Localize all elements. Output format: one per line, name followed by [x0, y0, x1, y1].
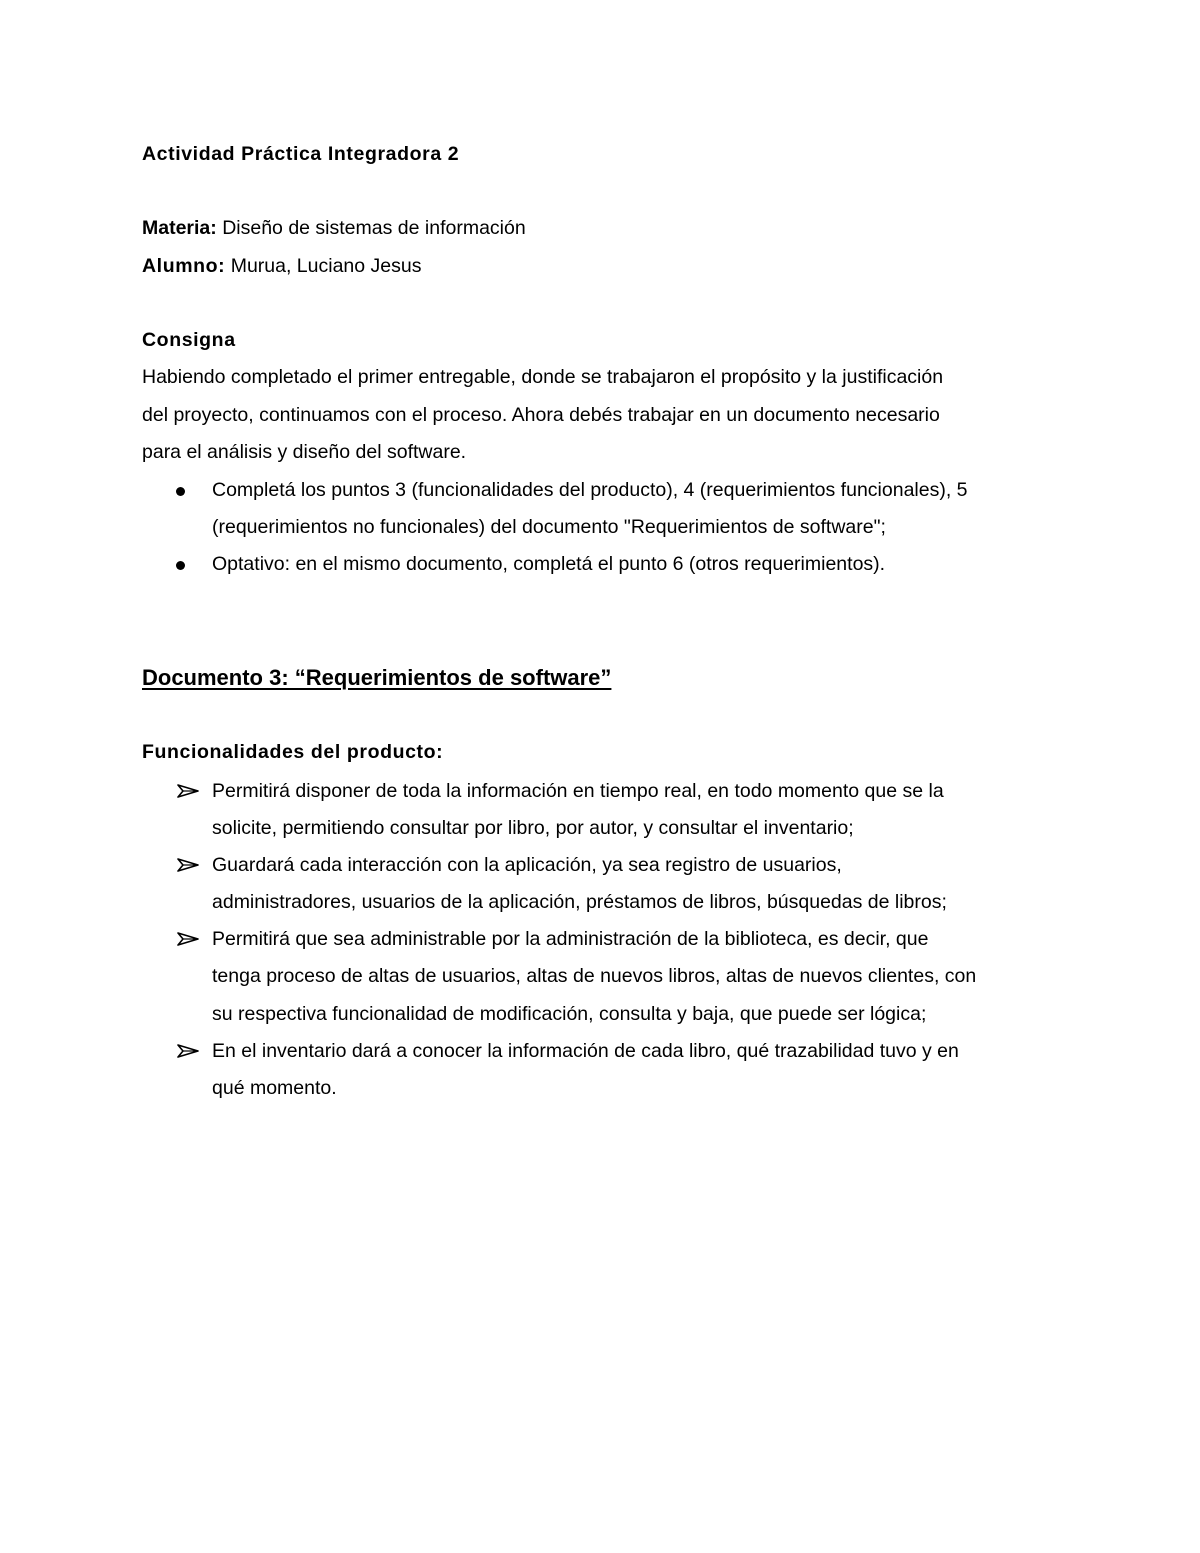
arrowhead-bullet-icon — [177, 1044, 199, 1058]
funcionalidades-heading: Funcionalidades del producto: — [142, 741, 444, 763]
documento-heading: Documento 3: “Requerimientos de software” — [142, 665, 612, 690]
consigna-bullet-line: Optativo: en el mismo documento, completá el punto 6 (otros requerimientos). — [212, 553, 886, 575]
consigna-bullet-line: (requerimientos no funcionales) del documento "Requerimientos de software"; — [212, 516, 886, 538]
funcionalidad-item-line: tenga proceso de altas de usuarios, altas de nuevos libros, altas de nuevos clientes, con — [212, 965, 977, 987]
consigna-paragraph-line: para el análisis y diseño del software. — [142, 441, 467, 463]
funcionalidad-item-line: En el inventario dará a conocer la información de cada libro, qué trazabilidad tuvo y en — [212, 1040, 959, 1062]
arrowhead-bullet-icon — [177, 858, 199, 872]
materia-label: Materia: — [142, 217, 217, 239]
materia-value: Diseño de sistemas de información — [222, 217, 526, 239]
funcionalidad-item-line: solicite, permitiendo consultar por libro, por autor, y consultar el inventario; — [212, 817, 854, 839]
materia-row — [142, 216, 526, 240]
consigna-paragraph-line: Habiendo completado el primer entregable, donde se trabajaron el propósito y la justificación — [142, 366, 944, 388]
consigna-bullet-line: Completá los puntos 3 (funcionalidades del producto), 4 (requerimientos funcionales), 5 — [212, 479, 968, 501]
alumno-value: Murua, Luciano Jesus — [230, 255, 422, 277]
alumno-label: Alumno: — [142, 255, 226, 277]
bullet-dot-icon — [176, 561, 185, 570]
funcionalidad-item-line: Permitirá que sea administrable por la administración de la biblioteca, es decir, que — [212, 928, 929, 950]
consigna-heading: Consigna — [142, 329, 236, 351]
arrowhead-bullet-icon — [177, 932, 199, 946]
bullet-dot-icon — [176, 487, 185, 496]
arrowhead-bullet-icon — [177, 784, 199, 798]
funcionalidad-item-line: Guardará cada interacción con la aplicación, ya sea registro de usuarios, — [212, 854, 842, 876]
funcionalidad-item-line: administradores, usuarios de la aplicación, préstamos de libros, búsquedas de libros; — [212, 891, 947, 913]
funcionalidad-item-line: Permitirá disponer de toda la información en tiempo real, en todo momento que se la — [212, 780, 944, 802]
alumno-row — [142, 254, 421, 278]
funcionalidad-item-line: qué momento. — [212, 1077, 337, 1099]
document-title: Actividad Práctica Integradora 2 — [142, 143, 460, 165]
consigna-paragraph-line: del proyecto, continuamos con el proceso. Ahora debés trabajar en un documento necesario — [142, 404, 940, 426]
funcionalidad-item-line: su respectiva funcionalidad de modificación, consulta y baja, que puede ser lógica; — [212, 1003, 927, 1025]
